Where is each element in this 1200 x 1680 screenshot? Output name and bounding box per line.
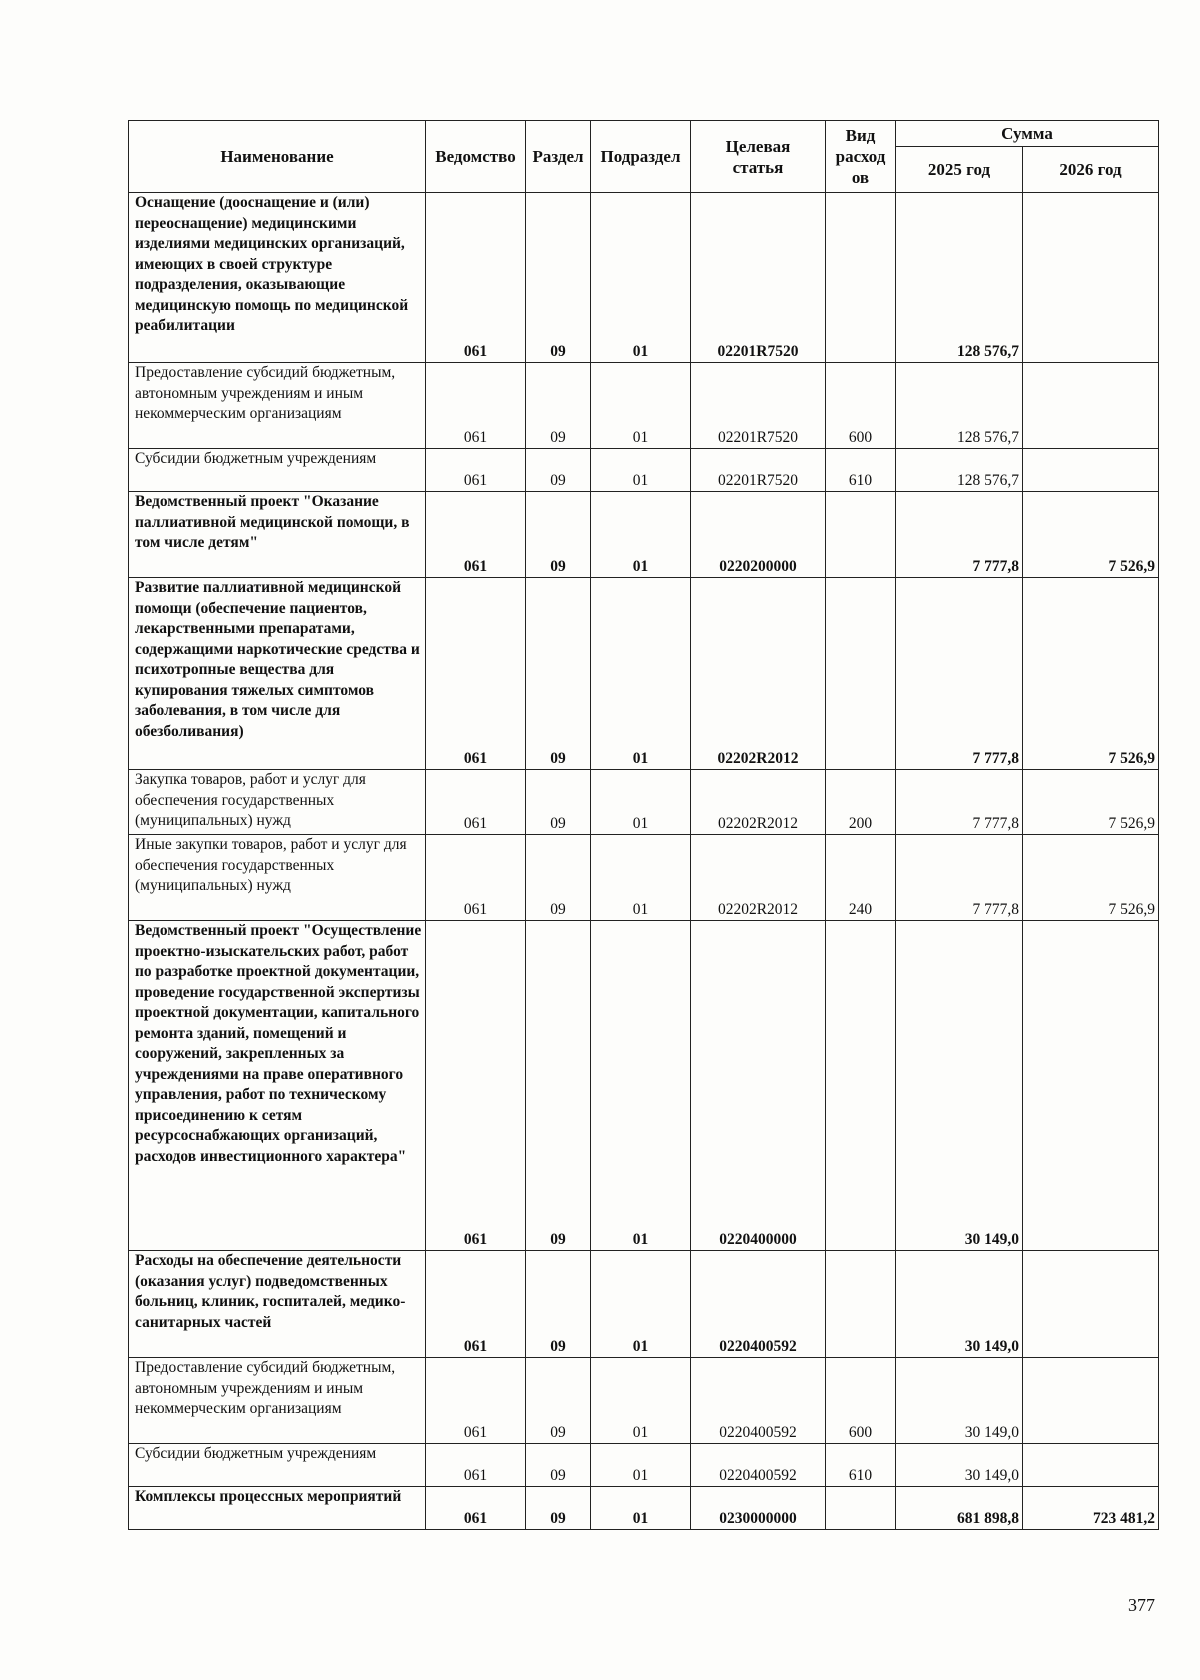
row-2025-cell: 128 576,7 xyxy=(896,449,1023,492)
row-department-cell: 061 xyxy=(426,1444,526,1487)
table-row xyxy=(129,449,1159,492)
header-section: Раздел xyxy=(526,121,591,193)
row-2025-cell: 7 777,8 xyxy=(896,578,1023,770)
row-section-cell: 09 xyxy=(526,193,591,363)
row-target-item-cell: 02201R7520 xyxy=(691,193,826,363)
row-expense-type-cell: 610 xyxy=(826,449,896,492)
row-name-cell: Ведомственный проект "Оказание паллиативной медицинской помощи, в том числе детям" xyxy=(129,492,426,578)
row-name-cell: Развитие паллиативной медицинской помощи (обеспечение пациентов, лекарственными препаратами, содержащими наркотические средства и психотропные вещества для купирования тяжелых симптомов заболевания, в том числе для обезболивания) xyxy=(129,578,426,770)
row-target-item-cell: 02202R2012 xyxy=(691,835,826,921)
row-target-item-cell: 02201R7520 xyxy=(691,449,826,492)
row-subsection-cell: 01 xyxy=(591,1358,691,1444)
row-department-cell: 061 xyxy=(426,492,526,578)
row-2025-cell: 7 777,8 xyxy=(896,770,1023,835)
row-name-cell: Субсидии бюджетным учреждениям xyxy=(129,1444,426,1487)
row-target-item-cell: 0220400592 xyxy=(691,1251,826,1358)
row-department-cell: 061 xyxy=(426,1251,526,1358)
row-2026-cell: 7 526,9 xyxy=(1023,492,1159,578)
row-expense-type-cell xyxy=(826,1251,896,1358)
row-2026-cell: 7 526,9 xyxy=(1023,770,1159,835)
row-2025-cell: 681 898,8 xyxy=(896,1487,1023,1530)
row-2025-cell: 7 777,8 xyxy=(896,835,1023,921)
row-section-cell: 09 xyxy=(526,578,591,770)
row-department-cell: 061 xyxy=(426,578,526,770)
row-subsection-cell: 01 xyxy=(591,921,691,1251)
row-expense-type-cell xyxy=(826,492,896,578)
row-expense-type-cell xyxy=(826,1487,896,1530)
table-row xyxy=(129,1444,1159,1487)
row-expense-type-cell xyxy=(826,921,896,1251)
row-2026-cell xyxy=(1023,1251,1159,1358)
row-subsection-cell: 01 xyxy=(591,193,691,363)
row-2025-cell: 7 777,8 xyxy=(896,492,1023,578)
header-sum: Сумма xyxy=(896,121,1159,147)
row-2026-cell xyxy=(1023,193,1159,363)
row-subsection-cell: 01 xyxy=(591,1444,691,1487)
row-section-cell: 09 xyxy=(526,770,591,835)
row-target-item-cell: 02201R7520 xyxy=(691,363,826,449)
row-section-cell: 09 xyxy=(526,449,591,492)
table-row xyxy=(129,193,1159,363)
row-expense-type-cell: 600 xyxy=(826,363,896,449)
table-row xyxy=(129,770,1159,835)
row-name-cell: Комплексы процессных мероприятий xyxy=(129,1487,426,1530)
page-number: 377 xyxy=(1128,1595,1155,1615)
row-section-cell: 09 xyxy=(526,835,591,921)
row-section-cell: 09 xyxy=(526,492,591,578)
row-2026-cell xyxy=(1023,363,1159,449)
budget-table xyxy=(128,120,1159,1530)
table-row xyxy=(129,1251,1159,1358)
row-target-item-cell: 0220400592 xyxy=(691,1358,826,1444)
row-subsection-cell: 01 xyxy=(591,1487,691,1530)
header-department: Ведомство xyxy=(426,121,526,193)
table-row xyxy=(129,835,1159,921)
row-target-item-cell: 0220400592 xyxy=(691,1444,826,1487)
row-department-cell: 061 xyxy=(426,363,526,449)
row-section-cell: 09 xyxy=(526,1487,591,1530)
row-department-cell: 061 xyxy=(426,835,526,921)
row-target-item-cell: 0220400000 xyxy=(691,921,826,1251)
header-name: Наименование xyxy=(129,121,426,193)
row-2025-cell: 128 576,7 xyxy=(896,363,1023,449)
row-department-cell: 061 xyxy=(426,770,526,835)
row-name-cell: Субсидии бюджетным учреждениям xyxy=(129,449,426,492)
row-department-cell: 061 xyxy=(426,1358,526,1444)
row-name-cell: Предоставление субсидий бюджетным, автономным учреждениям и иным некоммерческим организациям xyxy=(129,363,426,449)
row-name-cell: Оснащение (дооснащение и (или) переоснащение) медицинскими изделиями медицинских организаций, имеющих в своей структуре подразделения, оказывающие медицинскую помощь по медицинской реабилитации xyxy=(129,193,426,363)
row-department-cell: 061 xyxy=(426,449,526,492)
row-subsection-cell: 01 xyxy=(591,835,691,921)
row-section-cell: 09 xyxy=(526,363,591,449)
row-subsection-cell: 01 xyxy=(591,1251,691,1358)
row-section-cell: 09 xyxy=(526,1444,591,1487)
row-2026-cell xyxy=(1023,449,1159,492)
row-name-cell: Ведомственный проект "Осуществление проектно-изыскательских работ, работ по разработке проектной документации, проведение государственной экспертизы проектной документации, капитального ремонта зданий, помещений и сооружений, закрепленных за учреждениями на праве оперативного управления, работ по техническому присоединению к сетям ресурсоснабжающих организаций, расходов инвестиционного характера" xyxy=(129,921,426,1251)
row-department-cell: 061 xyxy=(426,921,526,1251)
row-name-cell: Расходы на обеспечение деятельности (оказания услуг) подведомственных больниц, клиник, госпиталей, медико-санитарных частей xyxy=(129,1251,426,1358)
row-subsection-cell: 01 xyxy=(591,578,691,770)
row-subsection-cell: 01 xyxy=(591,770,691,835)
row-target-item-cell: 0230000000 xyxy=(691,1487,826,1530)
row-name-cell: Закупка товаров, работ и услуг для обеспечения государственных (муниципальных) нужд xyxy=(129,770,426,835)
row-2026-cell: 723 481,2 xyxy=(1023,1487,1159,1530)
row-2026-cell xyxy=(1023,1444,1159,1487)
row-expense-type-cell xyxy=(826,193,896,363)
row-2026-cell: 7 526,9 xyxy=(1023,835,1159,921)
header-target-item: Целевая статья xyxy=(691,121,826,193)
table-body xyxy=(129,193,1159,1530)
table-row xyxy=(129,921,1159,1251)
table-row xyxy=(129,1487,1159,1530)
row-department-cell: 061 xyxy=(426,193,526,363)
header-subsection: Подраздел xyxy=(591,121,691,193)
row-subsection-cell: 01 xyxy=(591,363,691,449)
row-expense-type-cell: 240 xyxy=(826,835,896,921)
row-name-cell: Предоставление субсидий бюджетным, автономным учреждениям и иным некоммерческим организациям xyxy=(129,1358,426,1444)
row-target-item-cell: 02202R2012 xyxy=(691,770,826,835)
header-year-2026: 2026 год xyxy=(1023,147,1159,193)
row-expense-type-cell xyxy=(826,578,896,770)
row-expense-type-cell: 610 xyxy=(826,1444,896,1487)
row-subsection-cell: 01 xyxy=(591,449,691,492)
row-name-cell: Иные закупки товаров, работ и услуг для обеспечения государственных (муниципальных) нужд xyxy=(129,835,426,921)
header-expense-type: Вид расход ов xyxy=(826,121,896,193)
row-2025-cell: 30 149,0 xyxy=(896,1444,1023,1487)
table-row xyxy=(129,363,1159,449)
row-department-cell: 061 xyxy=(426,1487,526,1530)
header-year-2025: 2025 год xyxy=(896,147,1023,193)
row-2025-cell: 128 576,7 xyxy=(896,193,1023,363)
row-target-item-cell: 0220200000 xyxy=(691,492,826,578)
row-subsection-cell: 01 xyxy=(591,492,691,578)
row-section-cell: 09 xyxy=(526,1251,591,1358)
row-2025-cell: 30 149,0 xyxy=(896,1251,1023,1358)
row-2026-cell: 7 526,9 xyxy=(1023,578,1159,770)
table-row xyxy=(129,578,1159,770)
row-expense-type-cell: 200 xyxy=(826,770,896,835)
row-2026-cell xyxy=(1023,1358,1159,1444)
table-row xyxy=(129,1358,1159,1444)
row-section-cell: 09 xyxy=(526,921,591,1251)
row-2025-cell: 30 149,0 xyxy=(896,1358,1023,1444)
row-2026-cell xyxy=(1023,921,1159,1251)
row-section-cell: 09 xyxy=(526,1358,591,1444)
row-target-item-cell: 02202R2012 xyxy=(691,578,826,770)
row-expense-type-cell: 600 xyxy=(826,1358,896,1444)
table-row xyxy=(129,492,1159,578)
row-2025-cell: 30 149,0 xyxy=(896,921,1023,1251)
